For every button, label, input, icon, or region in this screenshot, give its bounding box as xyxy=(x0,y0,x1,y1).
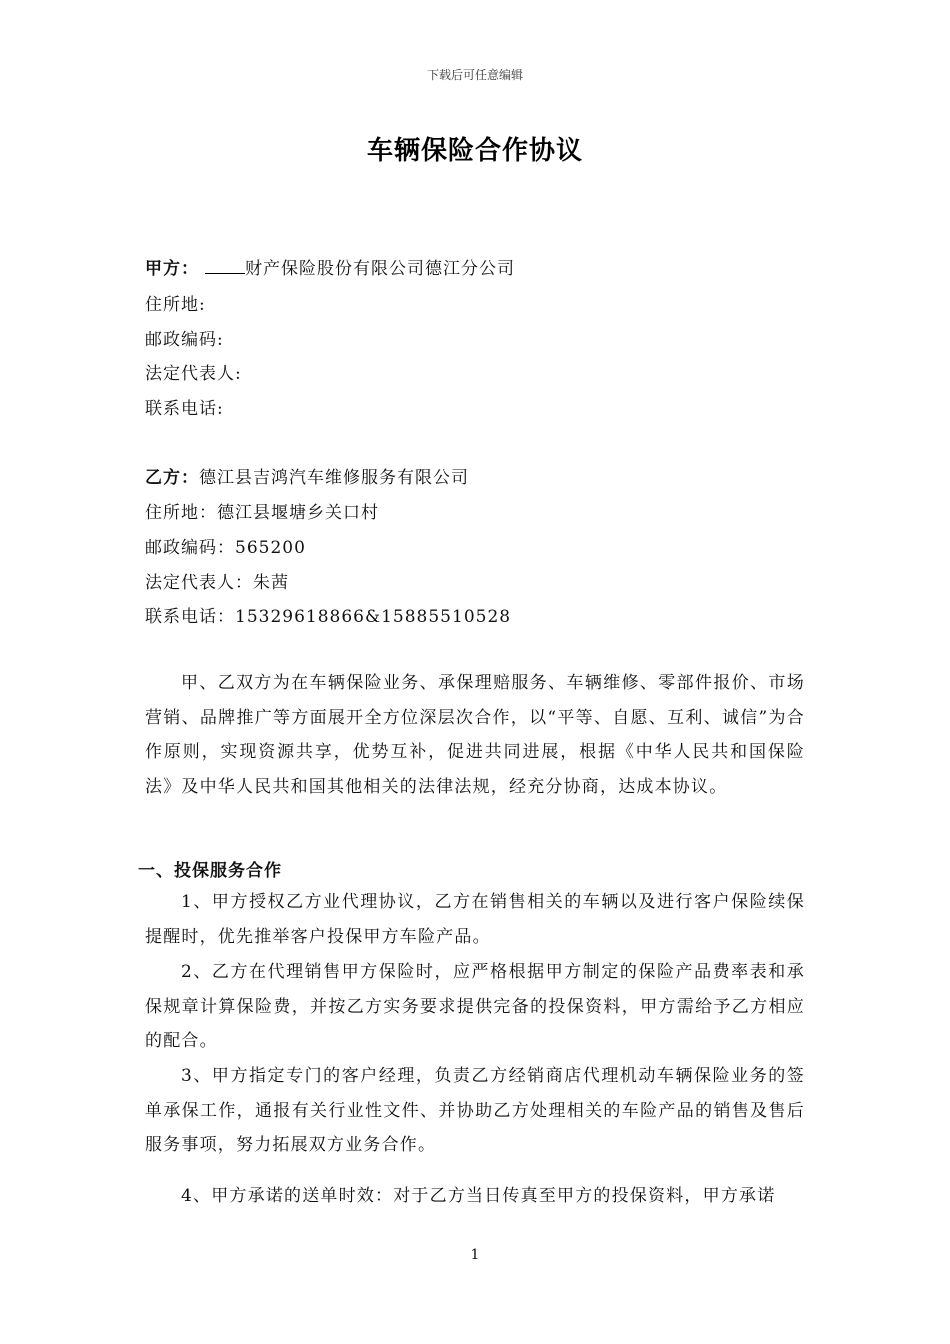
party-a-representative: 法定代表人: xyxy=(145,364,242,384)
party-a-name: 财产保险股份有限公司德江分公司 xyxy=(245,259,515,279)
document-title: 车辆保险合作协议 xyxy=(366,136,583,166)
party-b-name: 德江县吉鸿汽车维修服务有限公司 xyxy=(199,468,469,488)
section-1-heading: 一、投保服务合作 xyxy=(138,861,282,881)
section-1-item: 2、乙方在代理销售甲方保险时，应严格根据甲方制定的保险产品费率表和承保规章计算保险费，并按乙方实务要求提供完备的投保资料，甲方需给予乙方相应的配合。 xyxy=(145,962,805,1051)
section-1-item: 1、甲方授权乙方业代理协议，乙方在销售相关的车辆以及进行客户保险续保提醒时，优先推举客户投保甲方车险产品。 xyxy=(145,892,805,947)
party-a-address: 住所地: xyxy=(145,295,206,315)
party-a-blank xyxy=(205,257,245,274)
party-b-line xyxy=(145,463,469,488)
party-b-representative: 法定代表人：朱茜 xyxy=(145,573,289,593)
page-number: 1 xyxy=(470,1247,480,1263)
intro-paragraph: 甲、乙双方为在车辆保险业务、承保理赔服务、车辆维修、零部件报价、市场营销、品牌推广等方面展开全方位深层次合作，以“平等、自愿、互利、诚信”为合作原则，实现资源共享，优势互补，促进共同进展，根据《中华人民共和国保险法》及中华人民共和国其他相关的法律法规，经充分协商，达成本协议。 xyxy=(145,673,805,797)
party-b-postcode: 邮政编码：565200 xyxy=(145,538,306,558)
section-1-item: 4、甲方承诺的送单时效：对于乙方当日传真至甲方的投保资料，甲方承诺 xyxy=(181,1186,776,1206)
party-b-label: 乙方： xyxy=(145,468,199,488)
section-1-item: 3、甲方指定专门的客户经理，负责乙方经销商店代理机动车辆保险业务的签单承保工作，通报有关行业性文件、并协助乙方处理相关的车险产品的销售及售后服务事项，努力拓展双方业务合作。 xyxy=(145,1066,805,1155)
party-a-label: 甲方： xyxy=(145,259,199,279)
party-b-phone: 联系电话：15329618866&15885510528 xyxy=(145,607,512,627)
party-a-line xyxy=(145,254,515,279)
header-note: 下载后可任意编辑 xyxy=(426,68,523,82)
party-a-postcode: 邮政编码: xyxy=(145,330,224,350)
party-a-phone: 联系电话: xyxy=(145,399,224,419)
party-b-address: 住所地：德江县堰塘乡关口村 xyxy=(145,503,379,523)
